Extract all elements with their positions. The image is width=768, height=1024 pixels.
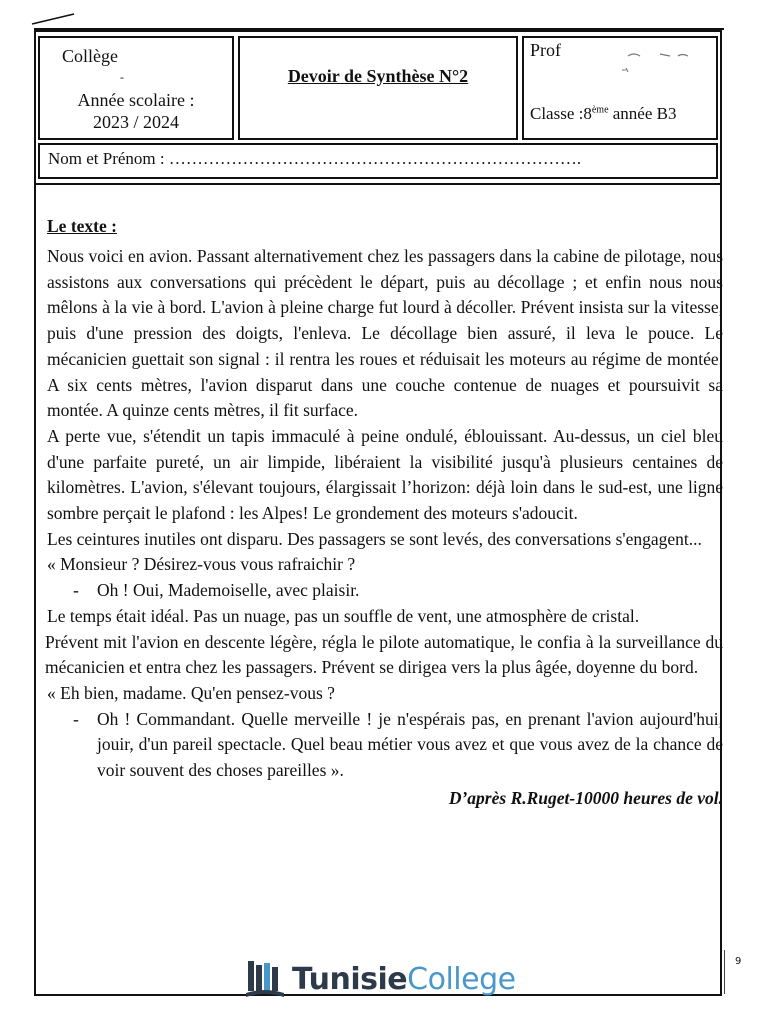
dash-marker: - <box>73 580 79 601</box>
paragraph-5: Prévent mit l'avion en descente légère, régla le pilote automatique, le confia à la surveillance du mécanicien et entra chez les passagers. Prévent se dirigea vers la plus âgée, doyenne du bord. <box>45 631 723 678</box>
dialogue-answer-2 <box>73 707 723 784</box>
prof-label: Prof <box>530 40 561 60</box>
student-name-field: Nom et Prénom : ………………………………………………………………. <box>48 149 582 168</box>
school-year-value: 2023 / 2024 <box>92 112 179 132</box>
books-icon <box>244 959 286 999</box>
source-attribution: D’après R.Ruget-10000 heures de vol. <box>448 787 723 808</box>
teacher-class-cell <box>522 36 718 140</box>
exam-title-cell <box>238 36 518 140</box>
answer-1-text: Oh ! Oui, Mademoiselle, avec plaisir. <box>97 580 360 601</box>
school-info-cell <box>38 36 234 140</box>
college-mark: - <box>120 70 124 84</box>
logo-text: TunisieCollege <box>292 961 516 997</box>
header-divider <box>34 183 722 185</box>
paragraph-4: Le temps était idéal. Pas un nuage, pas un souffle de vent, une atmosphère de cristal. <box>47 605 640 626</box>
tunisiecollege-logo[interactable] <box>244 958 516 1000</box>
school-year-label: Année scolaire : <box>77 90 195 110</box>
dialogue-question-1: « Monsieur ? Désirez-vous vous rafraichir ? <box>47 554 356 575</box>
page-number: 9 <box>735 956 742 967</box>
paragraph-2: A perte vue, s'étendit un tapis immaculé à peine ondulé, éblouissant. Au-dessus, un ciel bleu d'une parfaite pureté, un air limpide, libéraient la visibilité jusqu'à plusieurs centaines de kilomètres. L'avion, s'élevant toujours, élargissait l’horizon: déjà loin dans le sud-est, une ligne sombre perçait le plafond : les Alpes! Le grondement des moteurs s'adoucit. <box>47 425 723 524</box>
class-label: Classe :8ème année B3 <box>530 104 677 123</box>
section-heading: Le texte : <box>47 216 117 236</box>
dash-marker: - <box>73 708 79 729</box>
college-label: Collège <box>62 46 118 66</box>
answer-2-text: Oh ! Commandant. Quelle merveille ! je n'espérais pas, en prenant l'avion aujourd'hui, jouir, d'un pareil spectacle. Quel beau métier vous avez et que vous avez de la chance de voir souvent des choses pareilles ». <box>97 708 723 781</box>
redacted-name-scribble <box>620 44 700 84</box>
student-name-row <box>38 143 718 179</box>
paragraph-3: Les ceintures inutiles ont disparu. Des passagers se sont levés, des conversations s'engagent... <box>47 528 702 549</box>
dialogue-question-2: « Eh bien, madame. Qu'en pensez-vous ? <box>47 682 335 703</box>
exam-title: Devoir de Synthèse N°2 <box>287 66 469 86</box>
dialogue-answer-1 <box>73 578 723 604</box>
paragraph-1: Nous voici en avion. Passant alternativement chez les passagers dans la cabine de pilotage, nous assistons aux conversations qui précèdent le départ, puis au décollage ; et enfin nous nous mêlons à la vie à bord. L'avion à pleine charge fut lourd à décoller. Prévent insista sur la vitesse, puis d'une pression des doigts, l'enleva. Le décollage bien assuré, il leva le pouce. Le mécanicien guettait son signal : il rentra les roues et réduisait les moteurs au régime de montée. A six cents mètres, l'avion disparut dans une couche contenue de nuages et poursuivit sa montée. A quinze cents mètres, il fit surface. <box>47 246 723 421</box>
pen-stroke-mark <box>30 12 76 26</box>
text-section <box>47 214 723 811</box>
